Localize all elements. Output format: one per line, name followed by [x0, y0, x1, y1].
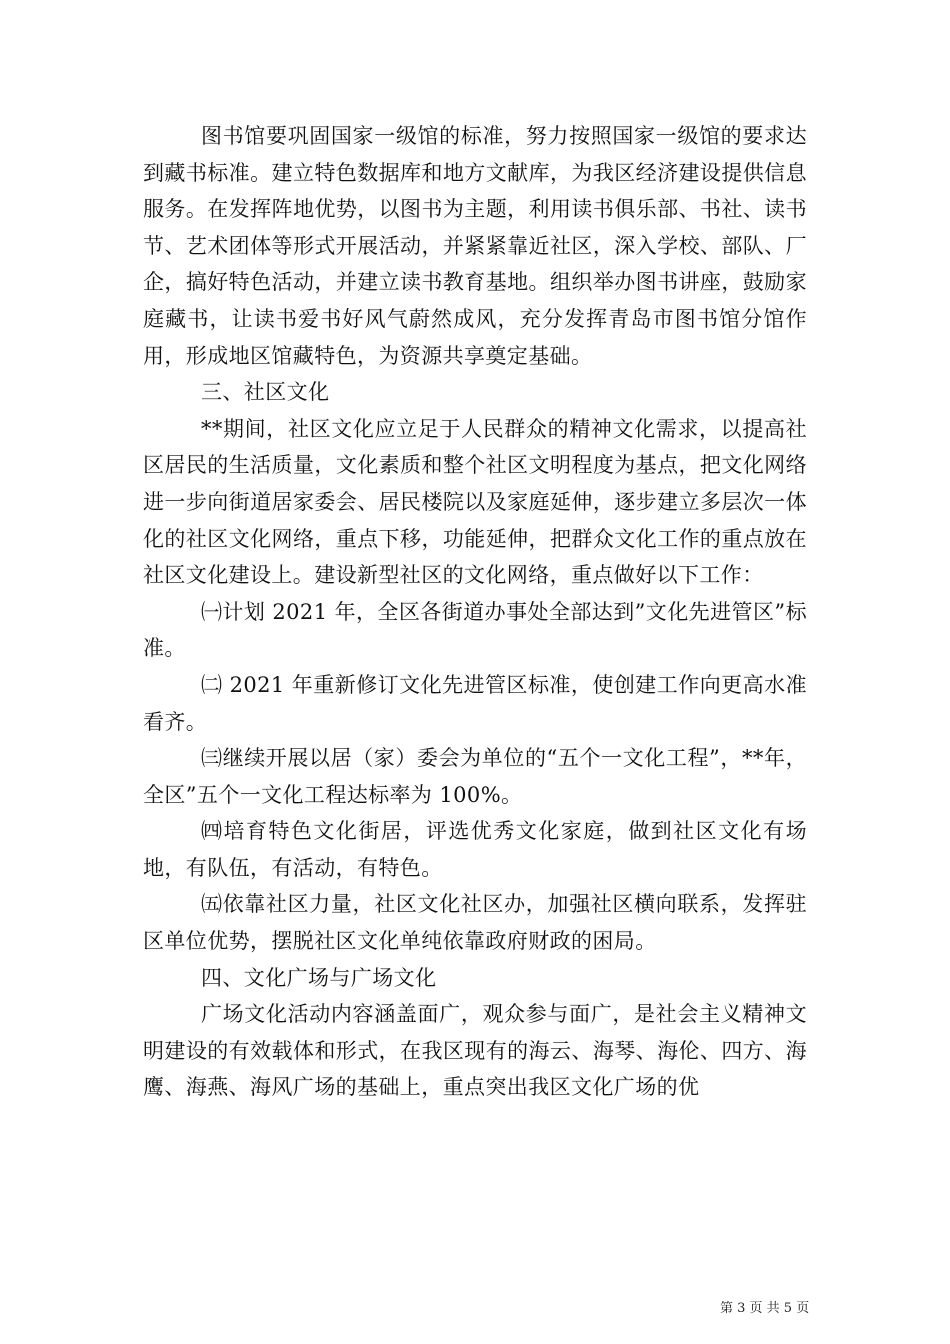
document-body — [143, 118, 807, 1106]
paragraph-community-culture: **期间，社区文化应立足于人民群众的精神文化需求，以提高社区居民的生活质量，文化素质和整个社区文明程度为基点，把文化网络进一步向街道居家委会、居民楼院以及家庭延伸，逐步建立多层次一体化的社区文化网络，重点下移，功能延伸，把群众文化工作的重点放在社区文化建设上。建设新型社区的文化网络，重点做好以下工作： — [143, 416, 807, 588]
list-item-5: ㈤依靠社区力量，社区文化社区办，加强社区横向联系，发挥驻区单位优势，摆脱社区文化单纯依靠政府财政的困局。 — [143, 892, 807, 954]
list-item-3: ㈢继续开展以居（家）委会为单位的“五个一文化工程”，**年，全区”五个一文化工程达标率为 100%。 — [143, 746, 807, 807]
list-item-4: ㈣培育特色文化街居，评选优秀文化家庭，做到社区文化有场地，有队伍，有活动，有特色。 — [143, 819, 807, 880]
section-heading-square-culture: 四、文化广场与广场文化 — [201, 965, 437, 990]
paragraph-square-culture: 广场文化活动内容涵盖面广，观众参与面广，是社会主义精神文明建设的有效载体和形式，在我区现有的海云、海琴、海伦、四方、海鹰、海燕、海风广场的基础上，重点突出我区文化广场的优 — [143, 1002, 807, 1100]
list-item-2: ㈡ 2021 年重新修订文化先进管区标准，使创建工作向更高水准看齐。 — [143, 672, 807, 734]
paragraph-library: 图书馆要巩固国家一级馆的标准，努力按照国家一级馆的要求达到藏书标准。建立特色数据库和地方文献库，为我区经济建设提供信息服务。在发挥阵地优势，以图书为主题，利用读书俱乐部、书社、读书节、艺术团体等形式开展活动，并紧紧靠近社区，深入学校、部队、厂企，搞好特色活动，并建立读书教育基地。组织举办图书讲座，鼓励家庭藏书，让读书爱书好风气蔚然成风，充分发挥青岛市图书馆分馆作用，形成地区馆藏特色，为资源共享奠定基础。 — [143, 124, 807, 368]
section-heading-community-culture: 三、社区文化 — [201, 380, 330, 405]
page-number: 第 3 页 共 5 页 — [720, 1301, 810, 1316]
list-item-1: ㈠计划 2021 年，全区各街道办事处全部达到”文化先进管区”标准。 — [143, 599, 807, 661]
